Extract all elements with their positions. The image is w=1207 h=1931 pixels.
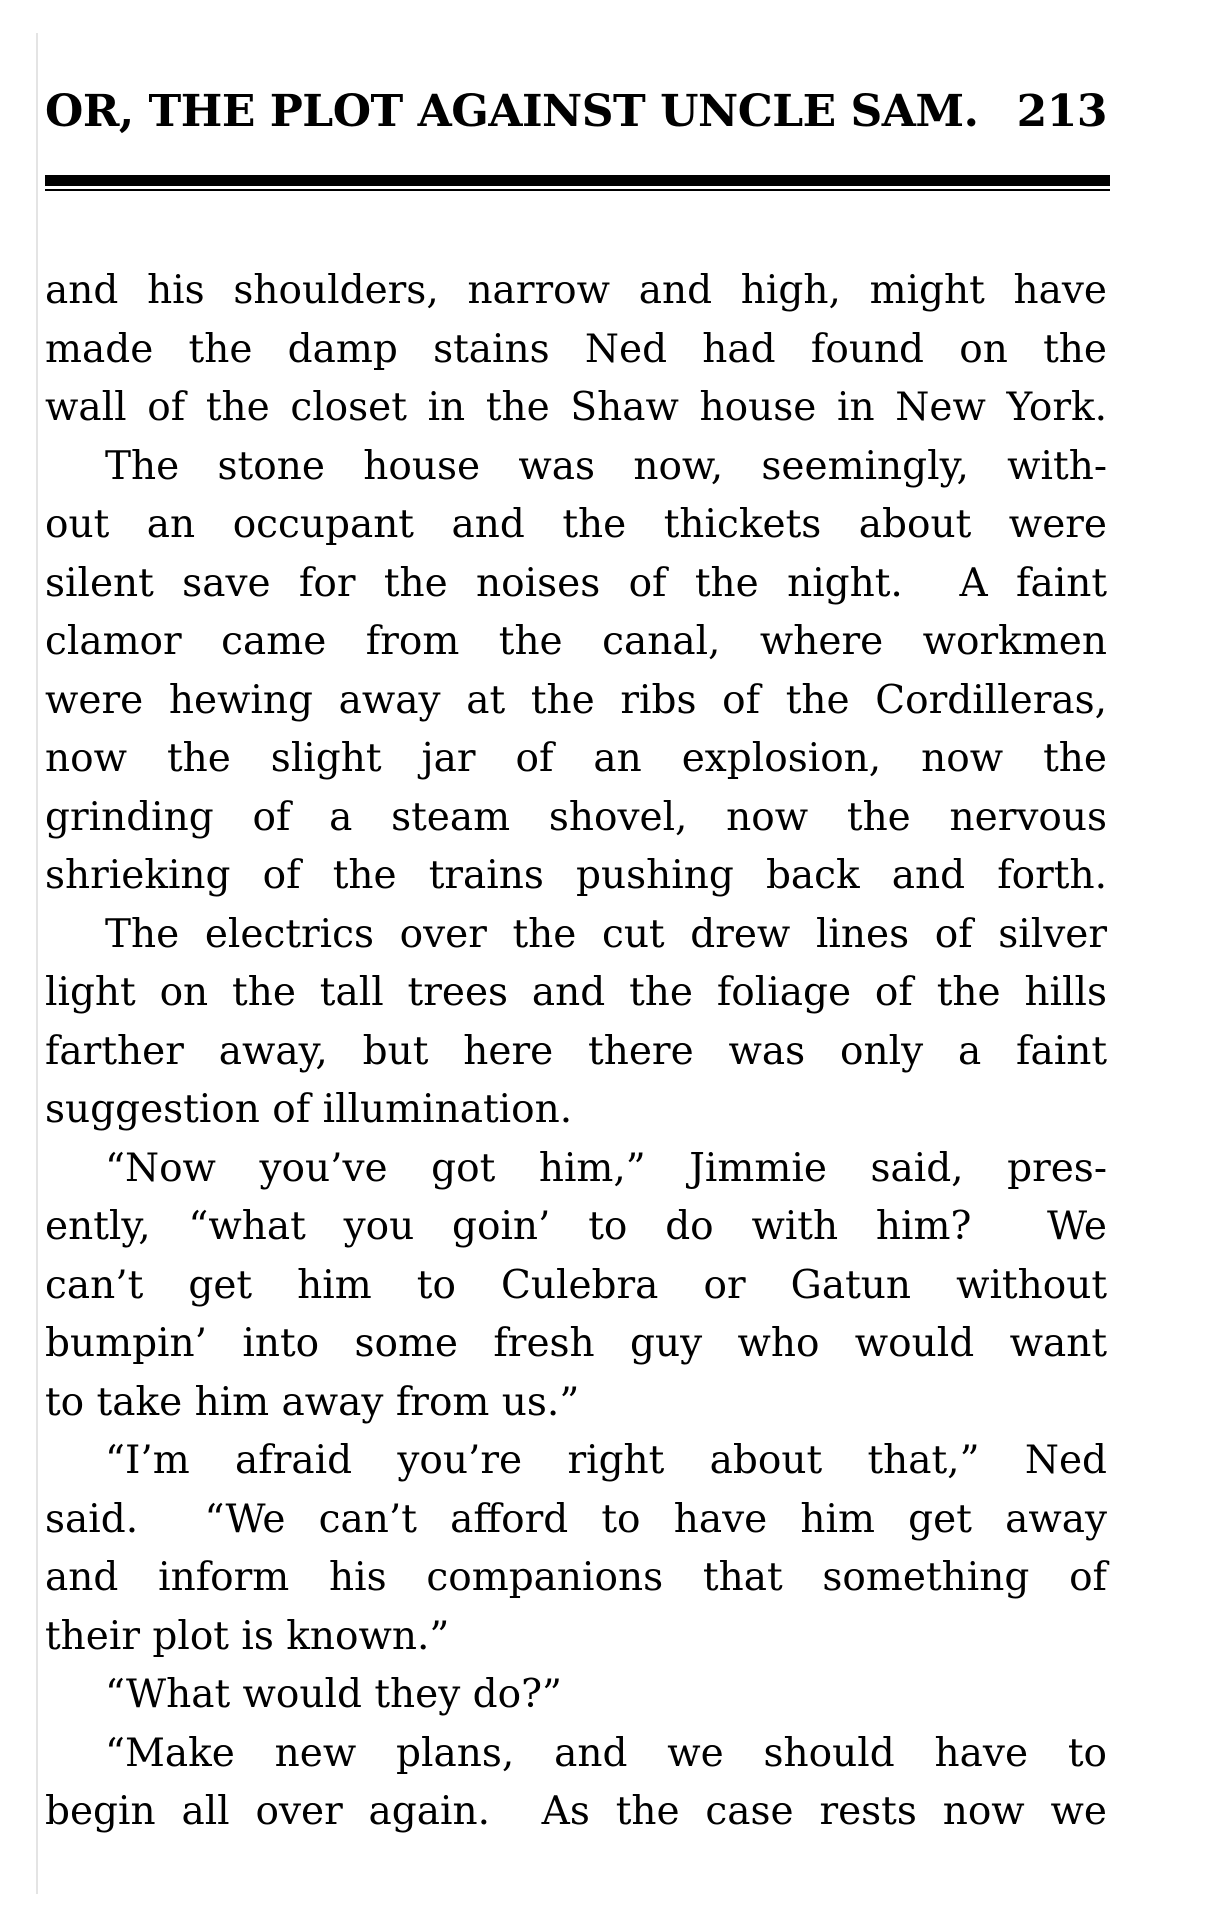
text-line: light on the tall trees and the foliage of the hills — [45, 970, 1107, 1015]
header-title: OR, THE PLOT AGAINST UNCLE SAM. — [45, 86, 979, 137]
text-line: ently, “what you goin’ to do with him? We — [45, 1204, 1107, 1249]
text-line: “Make new plans, and we should have to — [105, 1730, 1107, 1776]
header-rule-thin — [45, 189, 1110, 191]
text-line: and inform his companions that something of — [45, 1555, 1107, 1600]
text-line: to take him away from us.” — [45, 1379, 580, 1425]
header-rule-thick — [45, 175, 1110, 186]
text-line: The stone house was now, seemingly, with- — [105, 443, 1107, 489]
text-line: suggestion of illumination. — [45, 1087, 573, 1132]
text-line: were hewing away at the ribs of the Cordilleras, — [45, 677, 1107, 723]
text-line: shrieking of the trains pushing back and forth. — [45, 853, 1107, 898]
text-line: “I’m afraid you’re right about that,” Ned — [105, 1438, 1107, 1483]
text-line: out an occupant and the thickets about were — [45, 502, 1107, 547]
page-edge-shadow — [36, 33, 38, 1894]
text-line: and his shoulders, narrow and high, might have — [45, 268, 1107, 313]
text-line: grinding of a steam shovel, now the nervous — [45, 794, 1107, 840]
text-line: “What would they do?” — [105, 1672, 562, 1717]
text-line: now the slight jar of an explosion, now the — [45, 736, 1107, 781]
text-line: their plot is known.” — [45, 1613, 450, 1659]
text-line: clamor came from the canal, where workmen — [45, 619, 1107, 664]
running-header — [45, 86, 1107, 138]
text-line: said. “We can’t afford to have him get away — [45, 1496, 1107, 1542]
text-line: can’t get him to Culebra or Gatun without — [45, 1262, 1107, 1308]
text-line: The electrics over the cut drew lines of silver — [105, 911, 1107, 957]
text-line: “Now you’ve got him,” Jimmie said, pres- — [105, 1145, 1107, 1191]
page-number: 213 — [1016, 86, 1107, 137]
text-line: bumpin’ into some fresh guy who would want — [45, 1321, 1107, 1366]
text-line: begin all over again. As the case rests now we — [45, 1789, 1107, 1834]
text-line: made the damp stains Ned had found on the — [45, 326, 1107, 372]
text-line: silent save for the noises of the night. A faint — [45, 560, 1107, 606]
body-text — [45, 262, 1107, 1842]
text-line: wall of the closet in the Shaw house in New York. — [45, 385, 1107, 430]
text-line: farther away, but here there was only a faint — [45, 1028, 1107, 1074]
